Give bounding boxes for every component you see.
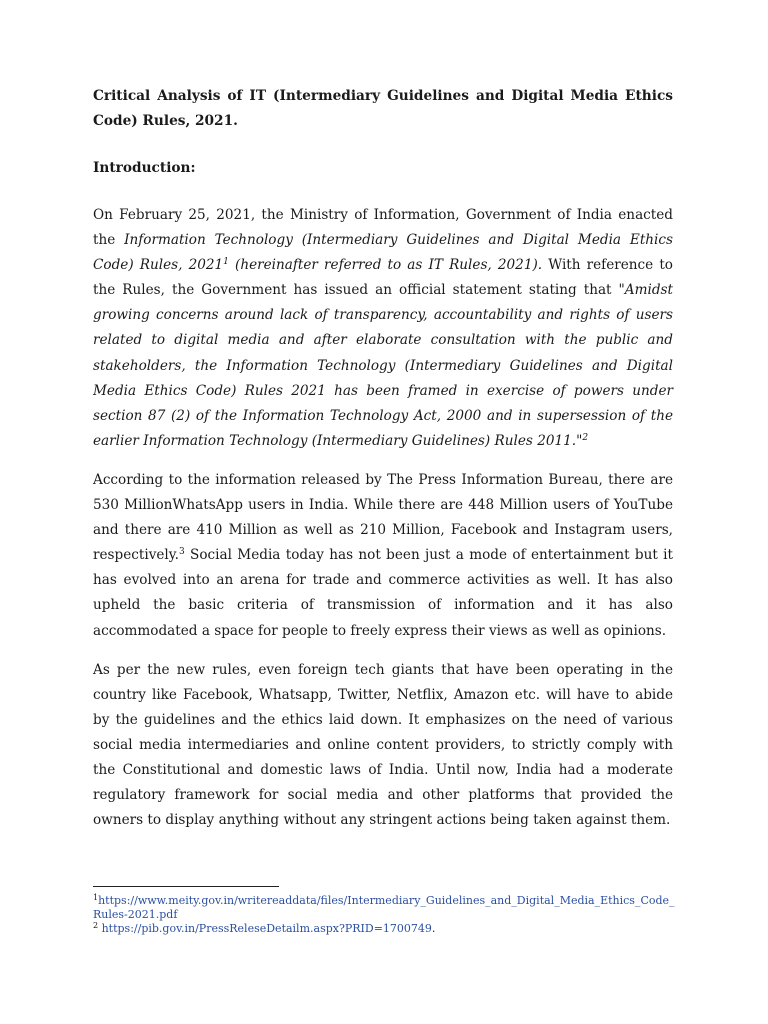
- footnote-1: [93, 894, 678, 922]
- document-title: Critical Analysis of IT (Intermediary Guidelines and Digital Media Ethics Code) Rules, 2021.: [93, 88, 673, 129]
- footnote-2-number: 2: [93, 921, 99, 930]
- paragraph-2: [93, 468, 673, 644]
- footnote-2: [93, 922, 678, 936]
- footnote-1-number: 1: [93, 893, 99, 902]
- footnote-2-suffix: .: [431, 922, 436, 935]
- official-statement-quote: "Amidst growing concerns around lack of transparency, accountability and rights of users related to digital media and after elaborate consultation with the public and stakeholders, the Information Technology (Intermediary Guidelines and Digital Media Ethics Code) Rules 2021 has been framed in exercise of powers under section 87 (2) of the Information Technology Act, 2000 and in supersession of the earlier Information Technology (Intermediary Guidelines) Rules 2011.": [93, 282, 673, 449]
- footnote-divider: [93, 886, 279, 887]
- rules-name-italic: Information Technology (Intermediary Guidelines and Digital Media Ethics Code) Rules, 2021: [93, 232, 673, 274]
- footnotes-section: [93, 886, 678, 936]
- footnote-ref-3[interactable]: 3: [178, 547, 185, 558]
- hereinafter-italic: (hereinafter referred to as IT Rules, 2021).: [228, 257, 543, 274]
- paragraph-2-text-b: Social Media today has not been just a mode of entertainment but it has evolved into an arena for trade and commerce activities as well. It has also upheld the basic criteria of transmission of information and it has also accommodated a space for people to freely express their views as well as opinions.: [93, 547, 673, 639]
- footnote-1-link[interactable]: https://www.meity.gov.in/writereaddata/files/Intermediary_Guidelines_and_Digital_Media_Ethics_Code_Rules-2021.pdf: [93, 894, 675, 921]
- document-body: [93, 84, 673, 833]
- footnote-ref-1[interactable]: 1: [223, 257, 229, 268]
- footnote-2-link[interactable]: https://pib.gov.in/PressReleseDetailm.aspx?PRID=1700749: [101, 922, 432, 935]
- paragraph-3: As per the new rules, even foreign tech giants that have been operating in the country like Facebook, Whatsapp, Twitter, Netflix, Amazon etc. will have to abide by the guidelines and the ethics laid down. It emphasizes on the need of various social media intermediaries and online content providers, to strictly comply with the Constitutional and domestic laws of India. Until now, India had a moderate regulatory framework for social media and other platforms that provided the owners to display anything without any stringent actions being taken against them.: [93, 661, 673, 829]
- paragraph-1-text-b: With reference to the Rules, the Government has issued an official statement stating that: [93, 257, 673, 299]
- footnote-ref-2[interactable]: 2: [582, 432, 589, 443]
- paragraph-1-text-a: On February 25, 2021, the Ministry of Information, Government of India enacted the: [93, 207, 673, 249]
- introduction-heading: Introduction:: [93, 160, 196, 176]
- paragraph-2-text-a: According to the information released by The Press Information Bureau, there are 530 MillionWhatsApp users in India. While there are 448 Million users of YouTube and there are 410 Million as well as 210 Million, Facebook and Instagram users, respectively.: [93, 471, 673, 564]
- paragraph-1: [93, 203, 673, 454]
